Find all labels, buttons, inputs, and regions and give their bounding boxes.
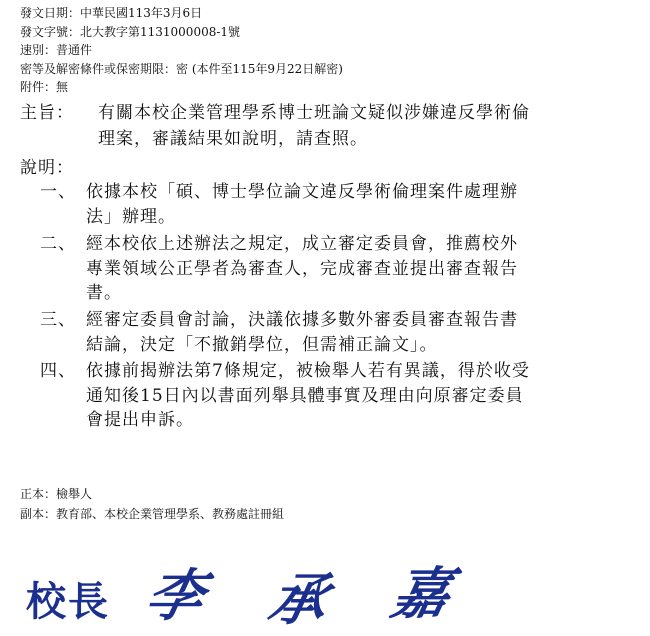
item-number: 四、 [40, 361, 76, 381]
signature-name-char: 李 [140, 563, 211, 629]
item-number: 三、 [40, 310, 76, 330]
subject-line: 有關本校企業管理學系博士班論文疑似涉嫌違反學術倫 [98, 103, 530, 123]
secrecy-level: 密等及解密條件或保密期限：密 (本件至115年9月22日解密) [20, 61, 343, 76]
item-line: 依據前揭辦法第7條規定，被檢舉人若有異議，得於收受 [86, 361, 530, 381]
item-text [86, 180, 646, 229]
subject-line: 理案，審議結果如說明，請查照。 [98, 129, 368, 149]
copy-recipients: 副本：教育部、本校企業管理學系、教務處註冊組 [20, 507, 285, 521]
item-line: 書。 [86, 283, 122, 303]
item-number: 二、 [40, 234, 76, 254]
signature-name-char: 承 [263, 567, 334, 633]
item-line: 法」辦理。 [86, 206, 176, 227]
original-recipient: 正本：檢舉人 [20, 487, 93, 501]
distribution-list [20, 484, 284, 524]
delivery-speed: 速別：普通件 [20, 43, 93, 57]
item-line: 依據本校「碩、博士學位論文違反學術倫理案件處理辦 [86, 182, 518, 202]
subject-text [98, 100, 633, 152]
explanation-label: 說明： [20, 158, 74, 178]
subject-label: 主旨： [20, 103, 74, 123]
item-line: 專業領域公正學者為審查人，完成審查並提出審查報告 [86, 258, 518, 279]
item-text [86, 359, 646, 433]
signature-title: 校長 [26, 578, 110, 625]
item-line: 通知後15日內以書面列舉具體事實及理由向原審定委員 [86, 385, 524, 406]
item-line: 結論，決定「不撤銷學位，但需補正論文」。 [86, 334, 438, 355]
item-line: 會提出申訴。 [86, 410, 194, 430]
president-signature [26, 548, 626, 632]
item-line: 經本校依上述辦法之規定，成立審定委員會，推薦校外 [86, 234, 518, 254]
signature-name-char: 嘉 [386, 561, 457, 627]
issue-date: 發文日期：中華民國113年3月6日 [20, 6, 203, 20]
document-number: 發文字號：北大教字第1131000008-1號 [20, 24, 241, 39]
item-line: 經審定委員會討論，決議依據多數外審委員審查報告書 [86, 310, 518, 330]
item-text [86, 232, 646, 306]
item-number: 一、 [40, 182, 76, 202]
document-header [20, 4, 343, 97]
attachment-info: 附件：無 [20, 80, 69, 94]
item-text [86, 308, 646, 357]
